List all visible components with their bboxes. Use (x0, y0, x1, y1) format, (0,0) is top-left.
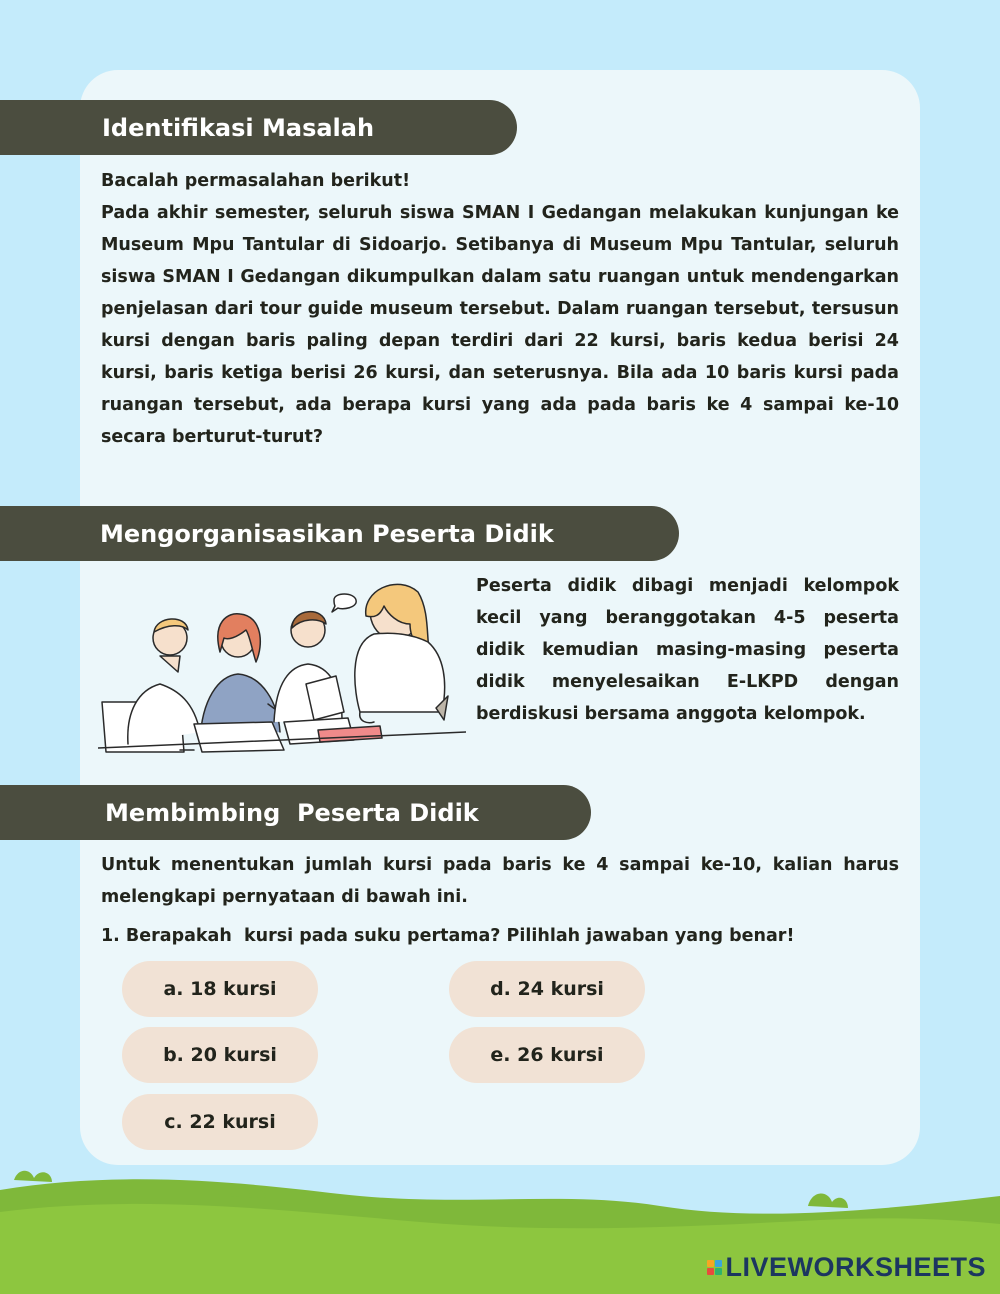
option-a[interactable]: a. 18 kursi (122, 961, 318, 1017)
problem-text: Pada akhir semester, seluruh siswa SMAN I Gedangan melakukan kunjungan ke Museum Mpu Tantular di Sidoarjo. Setibanya di Museum Mpu Tantular, seluruh siswa SMAN I Gedangan dikumpulkan dalam satu ruangan untuk mendengarkan penjelasan dari tour guide museum tersebut. Dalam ruangan tersebut, tersusun kursi dengan baris paling depan terdiri dari 22 kursi, baris kedua berisi 24 kursi, baris ketiga berisi 26 kursi, dan seterusnya. Bila ada 10 baris kursi pada ruangan tersebut, ada berapa kursi yang ada pada baris ke 4 sampai ke-10 secara berturut-turut? (101, 203, 899, 447)
option-b[interactable]: b. 20 kursi (122, 1027, 318, 1083)
section-banner-membimbing (0, 785, 591, 840)
section-title: Mengorganisasikan Peserta Didik (100, 519, 554, 548)
option-c[interactable]: c. 22 kursi (122, 1094, 318, 1150)
intro-text: Bacalah permasalahan berikut! (101, 171, 411, 191)
option-e[interactable]: e. 26 kursi (449, 1027, 645, 1083)
section-title: Membimbing Peserta Didik (105, 798, 479, 827)
students-group-discussion-illustration (98, 572, 466, 754)
liveworksheets-logo-icon (707, 1260, 722, 1275)
organisasi-text: Peserta didik dibagi menjadi kelompok kecil yang beranggotakan 4-5 peserta didik kemudian masing-masing peserta didik menyelesaikan E-LKPD dengan berdiskusi bersama anggota kelompok. (476, 576, 899, 724)
section-banner-organisasi (0, 506, 679, 561)
logo-text: LIVEWORKSHEETS (725, 1252, 986, 1282)
liveworksheets-logo[interactable] (707, 1252, 986, 1283)
question-text: 1. Berapakah kursi pada suku pertama? Pilihlah jawaban yang benar! (101, 926, 795, 946)
option-d[interactable]: d. 24 kursi (449, 961, 645, 1017)
instruction-text: Untuk menentukan jumlah kursi pada baris ke 4 sampai ke-10, kalian harus melengkapi pernyataan di bawah ini. (101, 855, 899, 907)
section-title: Identifikasi Masalah (102, 113, 375, 142)
section-banner-identifikasi (0, 100, 517, 155)
